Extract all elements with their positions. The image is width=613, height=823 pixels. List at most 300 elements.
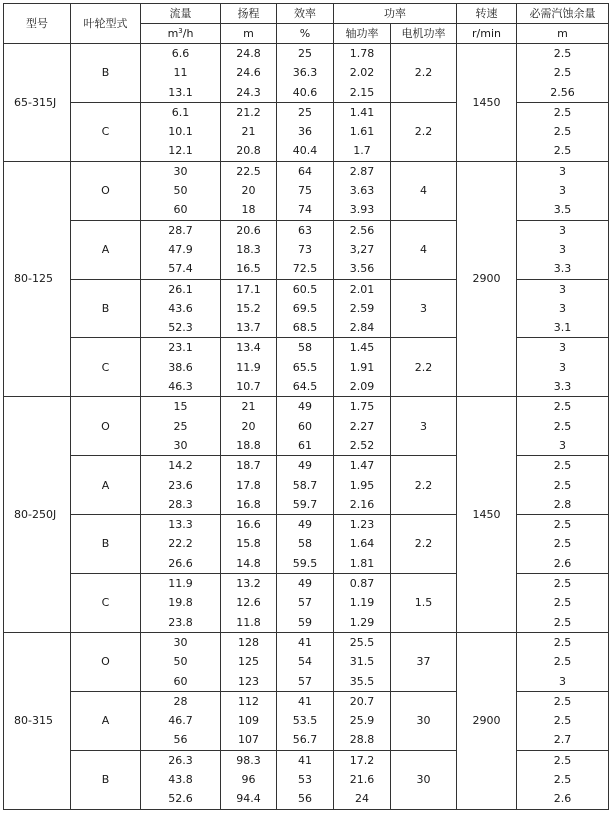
header-flow-unit: $m^3/h$ xyxy=(141,24,221,44)
shaft-power-cell-value: 25.9 xyxy=(349,714,375,728)
flow-cell xyxy=(141,44,221,103)
npsh-cell-value: 2.7 xyxy=(553,733,572,747)
shaft-power-cell-value: 0.87 xyxy=(349,577,375,591)
npsh-cell xyxy=(517,338,609,397)
header-speed: 转速 xyxy=(457,4,517,24)
flow-cell-value: 26.1 xyxy=(168,282,193,296)
npsh-cell-value: 2.5 xyxy=(553,105,572,119)
flow-cell-value: 26.6 xyxy=(168,556,193,570)
efficiency-cell-value: 40.6 xyxy=(292,85,318,99)
npsh-cell-value: 3 xyxy=(559,438,566,452)
motor-power-cell: 2.2 xyxy=(391,338,457,397)
flow-cell-value: 56 xyxy=(173,733,188,747)
impeller-type-cell: A xyxy=(71,691,141,750)
npsh-cell-value: 3.3 xyxy=(553,380,572,394)
flow-cell xyxy=(141,161,221,220)
shaft-power-cell-value: 3.56 xyxy=(349,262,375,276)
flow-cell-value: 28.7 xyxy=(168,223,193,237)
motor-power-cell: 4 xyxy=(391,220,457,279)
model-cell: 80-250J xyxy=(4,397,71,633)
npsh-cell-value: 3 xyxy=(559,674,566,688)
head-cell xyxy=(221,456,277,515)
head-cell-value: 20.8 xyxy=(236,144,261,158)
shaft-power-cell-value: 1.45 xyxy=(349,341,375,355)
shaft-power-cell-value: 28.8 xyxy=(349,733,375,747)
header-npsh: 必需汽蚀余量 xyxy=(517,4,609,24)
motor-power-cell: 37 xyxy=(391,632,457,691)
impeller-type-cell: O xyxy=(71,397,141,456)
head-cell-value: 107 xyxy=(238,733,259,747)
npsh-cell-value: 2.6 xyxy=(553,556,572,570)
head-cell-value: 18.7 xyxy=(236,459,261,473)
header-motor-power: 电机功率 xyxy=(391,24,457,44)
efficiency-cell xyxy=(277,632,334,691)
flow-cell-value: 13.3 xyxy=(168,518,193,532)
shaft-power-cell-value: 2.16 xyxy=(349,497,375,511)
efficiency-cell-value: 41 xyxy=(298,753,312,767)
npsh-cell xyxy=(517,691,609,750)
head-cell-value: 20 xyxy=(241,184,256,198)
npsh-cell-value: 2.5 xyxy=(553,47,572,60)
flow-cell-value: 26.3 xyxy=(168,753,193,767)
flow-cell-value: 23.8 xyxy=(168,615,193,629)
pump-performance-table xyxy=(3,3,609,810)
shaft-power-cell-value: 25.5 xyxy=(349,635,375,649)
shaft-power-cell-value: 20.7 xyxy=(349,694,375,708)
head-cell-value: 18 xyxy=(241,203,256,217)
flow-cell xyxy=(141,397,221,456)
flow-cell-value: 60 xyxy=(173,203,188,217)
header-power: 功率 xyxy=(334,4,457,24)
efficiency-cell-value: 75 xyxy=(298,184,312,198)
npsh-cell-value: 2.5 xyxy=(553,753,572,767)
shaft-power-cell-value: 17.2 xyxy=(349,753,375,767)
npsh-cell-value: 2.5 xyxy=(553,577,572,591)
shaft-power-cell xyxy=(334,279,391,338)
motor-power-cell: 2.2 xyxy=(391,44,457,103)
npsh-cell-value: 2.5 xyxy=(553,518,572,532)
flow-cell-value: 30 xyxy=(173,438,188,452)
header-efficiency-unit: % xyxy=(277,24,334,44)
table-row xyxy=(4,44,609,103)
flow-cell-value: 43.6 xyxy=(168,301,193,315)
head-cell-value: 12.6 xyxy=(236,596,261,610)
efficiency-cell-value: 56.7 xyxy=(292,733,318,747)
shaft-power-cell xyxy=(334,750,391,809)
shaft-power-cell-value: 2.52 xyxy=(349,438,375,452)
efficiency-cell-value: 41 xyxy=(298,694,312,708)
flow-cell-value: 38.6 xyxy=(168,360,193,374)
shaft-power-cell-value: 1.91 xyxy=(349,360,375,374)
flow-cell-value: 15 xyxy=(173,400,188,414)
shaft-power-cell-value: 2.01 xyxy=(349,282,375,296)
flow-cell-value: 10.1 xyxy=(168,125,193,139)
shaft-power-cell-value: 1.81 xyxy=(349,556,375,570)
efficiency-cell xyxy=(277,44,334,103)
efficiency-cell xyxy=(277,750,334,809)
npsh-cell-value: 2.5 xyxy=(553,694,572,708)
npsh-cell xyxy=(517,102,609,161)
impeller-type-cell: C xyxy=(71,574,141,633)
header-head: 扬程 xyxy=(221,4,277,24)
motor-power-cell: 30 xyxy=(391,750,457,809)
head-cell-value: 13.7 xyxy=(236,321,261,335)
flow-cell-value: 14.2 xyxy=(168,459,193,473)
shaft-power-cell xyxy=(334,102,391,161)
shaft-power-cell-value: 2.02 xyxy=(349,66,375,80)
head-cell xyxy=(221,691,277,750)
table-row xyxy=(4,338,609,397)
flow-cell-value: 12.1 xyxy=(168,144,193,158)
head-cell xyxy=(221,338,277,397)
shaft-power-cell-value: 1.61 xyxy=(349,125,375,139)
motor-power-cell: 4 xyxy=(391,161,457,220)
shaft-power-cell-value: 2.09 xyxy=(349,380,375,394)
table-body xyxy=(4,44,609,810)
efficiency-cell-value: 25 xyxy=(298,47,312,60)
efficiency-cell-value: 53.5 xyxy=(292,714,318,728)
head-cell-value: 15.2 xyxy=(236,301,261,315)
efficiency-cell-value: 69.5 xyxy=(292,301,318,315)
shaft-power-cell xyxy=(334,397,391,456)
flow-cell-value: 11.9 xyxy=(168,577,193,591)
npsh-cell-value: 3 xyxy=(559,341,566,355)
efficiency-cell-value: 58 xyxy=(298,537,312,551)
table-row xyxy=(4,279,609,338)
table-row xyxy=(4,161,609,220)
shaft-power-cell xyxy=(334,220,391,279)
efficiency-cell xyxy=(277,574,334,633)
head-cell xyxy=(221,279,277,338)
shaft-power-cell-value: 3,27 xyxy=(349,242,375,256)
head-cell-value: 13.4 xyxy=(236,341,261,355)
table-row xyxy=(4,456,609,515)
efficiency-cell xyxy=(277,102,334,161)
flow-cell-value: 46.3 xyxy=(168,380,193,394)
header-shaft-power: 轴功率 xyxy=(334,24,391,44)
motor-power-cell: 30 xyxy=(391,691,457,750)
shaft-power-cell-value: 35.5 xyxy=(349,674,375,688)
shaft-power-cell-value: 1.7 xyxy=(353,144,371,158)
motor-power-cell: 3 xyxy=(391,397,457,456)
head-cell-value: 21.2 xyxy=(236,105,261,119)
npsh-cell-value: 3 xyxy=(559,360,566,374)
efficiency-cell-value: 73 xyxy=(298,242,312,256)
head-cell-value: 128 xyxy=(238,635,259,649)
npsh-cell-value: 2.5 xyxy=(553,537,572,551)
head-cell-value: 13.2 xyxy=(236,577,261,591)
flow-cell-value: 57.4 xyxy=(168,262,193,276)
model-cell: 80-125 xyxy=(4,161,71,397)
shaft-power-cell-value: 3.93 xyxy=(349,203,375,217)
flow-cell-value: 30 xyxy=(173,164,188,178)
flow-cell-value: 6.1 xyxy=(171,105,190,119)
flow-cell xyxy=(141,456,221,515)
npsh-cell-value: 2.5 xyxy=(553,478,572,492)
shaft-power-cell-value: 21.6 xyxy=(349,772,375,786)
shaft-power-cell-value: 1.75 xyxy=(349,400,375,414)
table-row xyxy=(4,220,609,279)
npsh-cell-value: 3 xyxy=(559,164,566,178)
shaft-power-cell-value: 2.15 xyxy=(349,85,375,99)
npsh-cell-value: 2.5 xyxy=(553,635,572,649)
table-row xyxy=(4,397,609,456)
flow-cell xyxy=(141,220,221,279)
efficiency-cell-value: 59.7 xyxy=(292,497,318,511)
efficiency-cell-value: 64 xyxy=(298,164,312,178)
impeller-type-cell: A xyxy=(71,220,141,279)
impeller-type-cell: B xyxy=(71,44,141,103)
flow-cell-value: 19.8 xyxy=(168,596,193,610)
shaft-power-cell xyxy=(334,44,391,103)
head-cell-value: 16.5 xyxy=(236,262,261,276)
impeller-type-cell: C xyxy=(71,338,141,397)
model-cell: 80-315 xyxy=(4,632,71,809)
shaft-power-cell-value: 2.56 xyxy=(349,223,375,237)
npsh-cell-value: 2.5 xyxy=(553,596,572,610)
head-cell xyxy=(221,161,277,220)
head-cell-value: 125 xyxy=(238,655,259,669)
efficiency-cell-value: 49 xyxy=(298,400,312,414)
npsh-cell-value: 2.5 xyxy=(553,419,572,433)
shaft-power-cell-value: 1.78 xyxy=(349,47,375,60)
efficiency-cell-value: 72.5 xyxy=(292,262,318,276)
table-row xyxy=(4,632,609,691)
head-cell-value: 16.8 xyxy=(236,497,261,511)
shaft-power-cell-value: 2.84 xyxy=(349,321,375,335)
table-row xyxy=(4,691,609,750)
head-cell-value: 94.4 xyxy=(236,792,261,806)
flow-cell-value: 11 xyxy=(173,66,188,80)
header-efficiency: 效率 xyxy=(277,4,334,24)
efficiency-cell-value: 49 xyxy=(298,518,312,532)
npsh-cell-value: 3 xyxy=(559,184,566,198)
flow-cell xyxy=(141,515,221,574)
efficiency-cell-value: 54 xyxy=(298,655,312,669)
npsh-cell-value: 2.8 xyxy=(553,497,572,511)
efficiency-cell-value: 58.7 xyxy=(292,478,318,492)
shaft-power-cell-value: 24 xyxy=(355,792,369,806)
head-cell-value: 17.8 xyxy=(236,478,261,492)
npsh-cell-value: 2.5 xyxy=(553,714,572,728)
shaft-power-cell xyxy=(334,161,391,220)
table-row xyxy=(4,102,609,161)
head-cell-value: 18.8 xyxy=(236,438,261,452)
head-cell-value: 20 xyxy=(241,419,256,433)
head-cell-value: 22.5 xyxy=(236,164,261,178)
shaft-power-cell-value: 2.59 xyxy=(349,301,375,315)
head-cell-value: 11.8 xyxy=(236,615,261,629)
flow-cell-value: 23.1 xyxy=(168,341,193,355)
speed-cell: 2900 xyxy=(457,632,517,809)
impeller-type-cell: B xyxy=(71,279,141,338)
npsh-cell-value: 3.3 xyxy=(553,262,572,276)
npsh-cell-value: 2.5 xyxy=(553,125,572,139)
header-speed-unit: r/min xyxy=(457,24,517,44)
efficiency-cell xyxy=(277,515,334,574)
flow-cell-value: 23.6 xyxy=(168,478,193,492)
efficiency-cell-value: 49 xyxy=(298,577,312,591)
flow-cell-value: 50 xyxy=(173,655,188,669)
head-cell xyxy=(221,102,277,161)
efficiency-cell-value: 36.3 xyxy=(292,66,318,80)
flow-cell-value: 52.3 xyxy=(168,321,193,335)
efficiency-cell xyxy=(277,397,334,456)
shaft-power-cell-value: 1.23 xyxy=(349,518,375,532)
efficiency-cell-value: 49 xyxy=(298,459,312,473)
flow-cell xyxy=(141,632,221,691)
flow-cell-value: 43.8 xyxy=(168,772,193,786)
head-cell-value: 15.8 xyxy=(236,537,261,551)
header-row-1 xyxy=(4,4,609,24)
motor-power-cell: 3 xyxy=(391,279,457,338)
head-cell-value: 14.8 xyxy=(236,556,261,570)
head-cell-value: 109 xyxy=(238,714,259,728)
shaft-power-cell xyxy=(334,456,391,515)
head-cell-value: 96 xyxy=(241,772,256,786)
flow-cell xyxy=(141,750,221,809)
flow-cell-value: 46.7 xyxy=(168,714,193,728)
head-cell-value: 24.8 xyxy=(236,47,261,60)
flow-cell-value: 28.3 xyxy=(168,497,193,511)
efficiency-cell-value: 25 xyxy=(298,105,312,119)
head-cell xyxy=(221,632,277,691)
efficiency-cell-value: 61 xyxy=(298,438,312,452)
shaft-power-cell xyxy=(334,515,391,574)
npsh-cell-value: 2.5 xyxy=(553,400,572,414)
head-cell-value: 18.3 xyxy=(236,242,261,256)
speed-cell: 1450 xyxy=(457,397,517,633)
npsh-cell-value: 3 xyxy=(559,282,566,296)
npsh-cell xyxy=(517,397,609,456)
efficiency-cell-value: 53 xyxy=(298,772,312,786)
efficiency-cell-value: 65.5 xyxy=(292,360,318,374)
header-impeller: 叶轮型式 xyxy=(71,4,141,44)
model-cell: 65-315J xyxy=(4,44,71,162)
flow-cell xyxy=(141,338,221,397)
npsh-cell xyxy=(517,632,609,691)
shaft-power-cell-value: 1.95 xyxy=(349,478,375,492)
table-row xyxy=(4,515,609,574)
flow-cell xyxy=(141,574,221,633)
flow-cell-value: 60 xyxy=(173,674,188,688)
npsh-cell-value: 2.56 xyxy=(550,85,575,99)
shaft-power-cell xyxy=(334,691,391,750)
impeller-type-cell: O xyxy=(71,161,141,220)
motor-power-cell: 2.2 xyxy=(391,456,457,515)
npsh-cell-value: 2.5 xyxy=(553,615,572,629)
efficiency-cell-value: 64.5 xyxy=(292,380,318,394)
head-cell-value: 17.1 xyxy=(236,282,261,296)
npsh-cell xyxy=(517,279,609,338)
head-cell xyxy=(221,515,277,574)
efficiency-cell-value: 63 xyxy=(298,223,312,237)
shaft-power-cell-value: 1.41 xyxy=(349,105,375,119)
efficiency-cell xyxy=(277,279,334,338)
shaft-power-cell xyxy=(334,632,391,691)
efficiency-cell xyxy=(277,691,334,750)
head-cell-value: 20.6 xyxy=(236,223,261,237)
head-cell-value: 21 xyxy=(241,400,256,414)
efficiency-cell-value: 40.4 xyxy=(292,144,318,158)
efficiency-cell-value: 74 xyxy=(298,203,312,217)
npsh-cell-value: 2.5 xyxy=(553,655,572,669)
efficiency-cell-value: 60 xyxy=(298,419,312,433)
efficiency-cell-value: 68.5 xyxy=(292,321,318,335)
efficiency-cell-value: 60.5 xyxy=(292,282,318,296)
npsh-cell-value: 2.5 xyxy=(553,66,572,80)
head-cell xyxy=(221,750,277,809)
shaft-power-cell-value: 1.47 xyxy=(349,459,375,473)
head-cell xyxy=(221,220,277,279)
header-head-unit: m xyxy=(221,24,277,44)
table-row xyxy=(4,750,609,809)
shaft-power-cell-value: 1.64 xyxy=(349,537,375,551)
npsh-cell xyxy=(517,574,609,633)
npsh-cell-value: 2.5 xyxy=(553,772,572,786)
npsh-cell xyxy=(517,220,609,279)
flow-cell xyxy=(141,102,221,161)
shaft-power-cell-value: 1.19 xyxy=(349,596,375,610)
table-row xyxy=(4,574,609,633)
header-flow: 流量 xyxy=(141,4,221,24)
flow-cell-value: 28 xyxy=(173,694,188,708)
shaft-power-cell xyxy=(334,338,391,397)
npsh-cell xyxy=(517,750,609,809)
efficiency-cell-value: 36 xyxy=(298,125,312,139)
flow-cell xyxy=(141,691,221,750)
motor-power-cell: 2.2 xyxy=(391,515,457,574)
efficiency-cell-value: 58 xyxy=(298,341,312,355)
shaft-power-cell-value: 2.27 xyxy=(349,419,375,433)
efficiency-cell-value: 57 xyxy=(298,674,312,688)
shaft-power-cell-value: 2.87 xyxy=(349,164,375,178)
npsh-cell xyxy=(517,44,609,103)
npsh-cell-value: 3 xyxy=(559,223,566,237)
shaft-power-cell-value: 1.29 xyxy=(349,615,375,629)
impeller-type-cell: C xyxy=(71,102,141,161)
motor-power-cell: 1.5 xyxy=(391,574,457,633)
efficiency-cell xyxy=(277,161,334,220)
flow-cell xyxy=(141,279,221,338)
npsh-cell xyxy=(517,161,609,220)
npsh-cell-value: 3 xyxy=(559,301,566,315)
shaft-power-cell-value: 3.63 xyxy=(349,184,375,198)
head-cell-value: 98.3 xyxy=(236,753,261,767)
head-cell xyxy=(221,574,277,633)
npsh-cell-value: 3.5 xyxy=(553,203,572,217)
header-npsh-unit: m xyxy=(517,24,609,44)
impeller-type-cell: A xyxy=(71,456,141,515)
efficiency-cell-value: 41 xyxy=(298,635,312,649)
efficiency-cell xyxy=(277,456,334,515)
efficiency-cell-value: 57 xyxy=(298,596,312,610)
flow-cell-value: 47.9 xyxy=(168,242,193,256)
head-cell xyxy=(221,44,277,103)
flow-cell-value: 6.6 xyxy=(171,47,190,60)
efficiency-cell-value: 59.5 xyxy=(292,556,318,570)
npsh-cell-value: 2.6 xyxy=(553,792,572,806)
head-cell-value: 24.6 xyxy=(236,66,261,80)
head-cell-value: 11.9 xyxy=(236,360,261,374)
efficiency-cell-value: 56 xyxy=(298,792,312,806)
efficiency-cell xyxy=(277,220,334,279)
efficiency-cell-value: 59 xyxy=(298,615,312,629)
flow-cell-value: 25 xyxy=(173,419,188,433)
npsh-cell-value: 3.1 xyxy=(553,321,572,335)
impeller-type-cell: B xyxy=(71,750,141,809)
motor-power-cell: 2.2 xyxy=(391,102,457,161)
